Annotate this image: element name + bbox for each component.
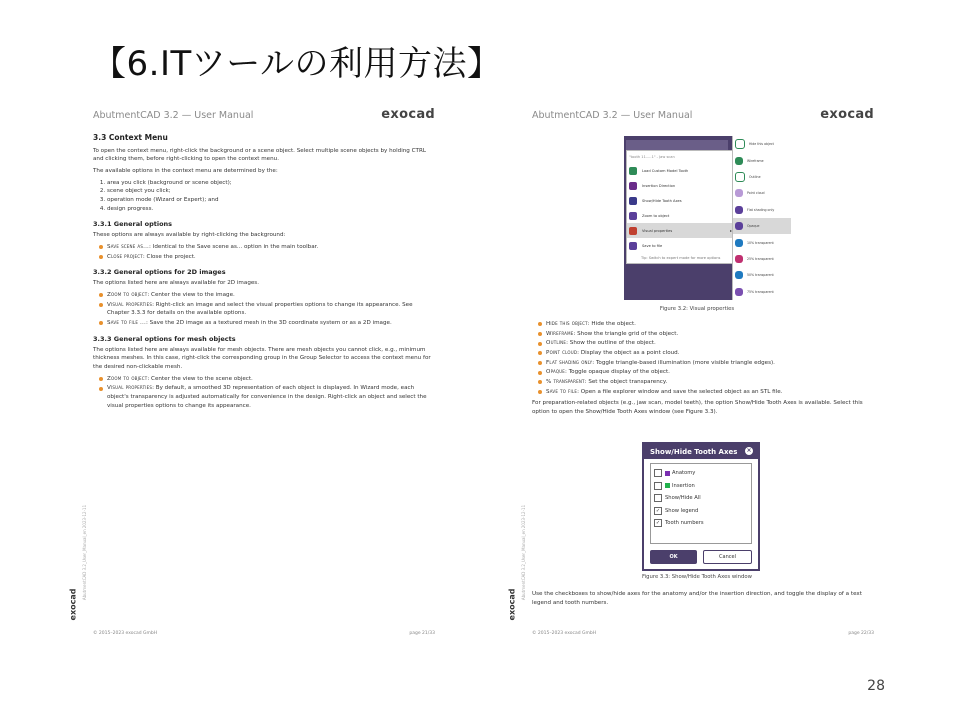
option-desc: : Close the project. [142, 253, 196, 260]
menu-item-show-hide-axes[interactable] [627, 193, 735, 208]
menu-item-label: Save to file [642, 243, 663, 248]
option-desc: : Show the outline of the object. [566, 340, 656, 347]
eye-icon [629, 227, 637, 235]
visual-properties-screenshot [624, 136, 790, 300]
list-item [107, 384, 433, 410]
menu-item-label: Load Custom Model Tooth [642, 168, 689, 173]
menu-item-insertion-direction[interactable] [627, 178, 735, 193]
paragraph: The options listed here are always available for mesh objects. There are mesh objects you cannot click, e.g., minimum thickness meshes. In this case, right-click the corresponding group in the Group Selector to access the context menu for the desired non-clickable mesh. [93, 346, 431, 370]
menu-item-label: Visual properties [642, 228, 673, 233]
footer-copyright: © 2015–2023 exocad GmbH [93, 631, 158, 636]
figure-caption: Figure 3.2: Visual properties [659, 306, 735, 312]
submenu-item-opaque[interactable] [733, 218, 791, 234]
option-desc: : Identical to the Save scene as... option in the main toolbar. [149, 243, 319, 250]
submenu-item-label: Wireframe [747, 158, 764, 163]
option-name: Save scene as... [107, 243, 150, 250]
closing-text [532, 590, 872, 610]
insertion-icon [629, 182, 637, 190]
list-item: 1. area you click (background or scene object); [107, 179, 433, 188]
option-name: Save to file [546, 388, 578, 395]
submenu-item-label: 75% transparent [747, 289, 774, 294]
paragraph: Use the checkboxes to show/hide axes for the anatomy and/or the insertion direction, and toggle the display of a text legend and tooth numbers. [532, 591, 862, 606]
submenu-item-25-transparent[interactable] [733, 251, 791, 267]
insertion-swatch [665, 483, 670, 488]
general-options-list [93, 243, 433, 261]
option-name: Outline [546, 340, 567, 347]
paragraph: The options listed here are always available for 2D images. [93, 280, 259, 287]
menu-hint [627, 253, 735, 262]
cancel-button[interactable]: Cancel [703, 550, 752, 564]
wireframe-icon [735, 157, 743, 165]
list-item [107, 319, 433, 328]
determined-list [93, 179, 433, 214]
submenu-item-outline[interactable] [733, 169, 791, 185]
list-item: 2. scene object you click; [107, 187, 433, 196]
submenu-item-label: Flat shading only [747, 207, 775, 212]
paragraph: The available options in the context menu are determined by the: [93, 167, 278, 174]
header-doc-title: AbutmentCAD 3.2 — User Manual [532, 110, 693, 121]
option-name: Visual properties [107, 385, 153, 392]
option-name: Zoom to object [107, 375, 148, 382]
list-item [107, 253, 433, 262]
side-doc-id: AbutmentCAD 3.2_User_Manual_en 2023-12-11 [521, 504, 527, 601]
list-item [107, 291, 433, 300]
list-item [546, 388, 872, 397]
heading-2d-options: 3.3.2 General options for 2D images [93, 268, 226, 277]
submenu-item-50-transparent[interactable] [733, 267, 791, 283]
header-brand-logo: exocad [820, 107, 874, 122]
dialog-header [644, 444, 758, 459]
submenu-item-flat-shading[interactable] [733, 202, 791, 218]
paragraph: These options are always available by right-clicking the background: [93, 232, 286, 239]
anatomy-swatch [665, 471, 670, 476]
left-manual-page [68, 100, 443, 640]
footer-copyright: © 2015–2023 exocad GmbH [532, 631, 597, 636]
option-label: Tooth numbers [665, 520, 704, 527]
menu-item-save-to-file[interactable] [627, 238, 735, 253]
submenu-item-label: Outline [749, 174, 761, 179]
option-desc: : Display the object as a point cloud. [577, 349, 680, 356]
context-menu [626, 150, 736, 264]
submenu-item-label: 25% transparent [747, 256, 774, 261]
side-margin [68, 490, 88, 621]
option-desc: : By default, a smoothed 3D representation of each object is displayed. In Wizard mode, each object's transparency is adjusted automatically for convenience in the design. Right-click an object and select the visual properties options to change its appearance. [107, 385, 427, 409]
side-margin [507, 490, 527, 621]
ok-button[interactable]: OK [650, 550, 697, 564]
option-desc: : Center the view to the scene object. [147, 375, 253, 382]
menu-item-label: Zoom to object [642, 213, 670, 218]
option-desc: : Show the triangle grid of the object. [573, 330, 679, 337]
paragraph: For preparation-related objects (e.g., jaw scan, model teeth), the option Show/Hide Tooth Axes is available. Select this option to open the Show/Hide Tooth Axes window (see Figure 3.3). [532, 400, 863, 415]
option-label: Show/Hide All [665, 495, 701, 502]
flat-shading-icon [735, 206, 743, 214]
option-row-show-legend[interactable] [651, 505, 751, 518]
submenu-item-hide[interactable] [733, 136, 791, 152]
dialog-title: Show/Hide Tooth Axes [650, 447, 738, 456]
option-row-tooth-numbers[interactable] [651, 517, 751, 530]
option-label: Show legend [665, 507, 699, 514]
transparency-icon [735, 255, 743, 263]
save-icon [629, 242, 637, 250]
page-header [532, 107, 874, 124]
header-brand-logo: exocad [381, 107, 435, 122]
menu-item-visual-properties[interactable] [627, 223, 735, 238]
list-item [546, 349, 872, 358]
list-item [546, 330, 872, 339]
submenu-item-label: Hide this object [749, 142, 774, 147]
menu-item-zoom-to-object[interactable] [627, 208, 735, 223]
option-desc: : Center the view to the image. [147, 291, 235, 298]
dialog-buttons [650, 550, 752, 564]
2d-options-list [93, 291, 433, 328]
option-name: % transparent [546, 378, 585, 385]
transparency-icon [735, 288, 743, 296]
page-footer [532, 631, 874, 636]
option-name: Zoom to object [107, 291, 148, 298]
point-cloud-icon [735, 189, 743, 197]
tooth-icon [629, 167, 637, 175]
visual-properties-submenu [729, 136, 791, 300]
submenu-item-label: 50% transparent [747, 273, 774, 278]
mesh-options-list [93, 375, 433, 411]
option-name: Wireframe [546, 330, 574, 337]
footer-page: page 21/33 [409, 631, 435, 636]
heading-mesh-options: 3.3.3 General options for mesh objects [93, 334, 236, 343]
option-desc: : Right-click an image and select the visual properties options to change its appearance. See Chapter 3.3.3 for details on the available options. [107, 301, 413, 317]
menu-item-label: Show/Hide Tooth Axes [642, 198, 682, 203]
option-desc: : Save the 2D image as a textured mesh in the 3D coordinate system or as a 2D image. [146, 319, 392, 326]
hide-icon [735, 139, 745, 149]
submenu-item-label: Point cloud [747, 191, 765, 196]
option-name: Close project [107, 253, 143, 260]
heading-context-menu: 3.3 Context Menu [93, 133, 168, 142]
submenu-item-label: Opaque [747, 224, 760, 229]
transparency-icon [735, 271, 743, 279]
show-legend-checkbox[interactable]: ✓ [655, 507, 661, 514]
heading-general-options: 3.3.1 General options [93, 220, 173, 229]
context-menu-title-bar [626, 140, 728, 150]
slide-page-number: 28 [867, 678, 885, 694]
option-name: Flat shading only [546, 359, 593, 366]
option-row-insertion[interactable] [651, 480, 751, 493]
submenu-arrow-icon: ▸ [729, 228, 732, 233]
slide-title: 【6.ITツールの利用方法】 [92, 44, 502, 84]
list-item: 3. operation mode (Wizard or Expert); and [107, 196, 433, 205]
transparency-icon [735, 239, 743, 247]
menu-item-load-custom-tooth[interactable] [627, 163, 735, 178]
option-name: Hide this object [546, 321, 588, 327]
list-item [546, 368, 872, 377]
anatomy-checkbox[interactable] [654, 469, 662, 477]
list-item [546, 378, 872, 387]
list-item [546, 339, 872, 348]
list-item [546, 359, 872, 368]
option-desc: : Set the object transparency. [584, 378, 668, 385]
option-name: Opaque [546, 369, 566, 376]
side-brand-logo: exocad [68, 588, 78, 621]
right-manual-page [507, 100, 882, 640]
show-hide-tooth-axes-dialog [642, 442, 760, 571]
submenu-item-label: 10% transparent [747, 240, 774, 245]
option-name: Point cloud [546, 349, 578, 356]
page-footer [93, 631, 435, 636]
option-name: Save to file ... [107, 319, 146, 326]
menu-header-text: "tooth 11.....1" - Jaw scan [629, 155, 675, 159]
option-desc: : Open a file explorer window and save the selected object as an STL file. [577, 388, 783, 395]
axes-icon [629, 197, 637, 205]
submenu-item-75-transparent[interactable] [733, 284, 791, 300]
header-doc-title: AbutmentCAD 3.2 — User Manual [93, 110, 254, 121]
list-item [546, 320, 872, 329]
list-item [107, 375, 433, 384]
context-menu-header [627, 151, 735, 163]
visual-properties-list [532, 320, 872, 396]
close-icon[interactable]: × [746, 447, 752, 454]
show-hide-all-checkbox[interactable] [654, 494, 662, 502]
list-item: 4. design progress. [107, 205, 433, 214]
page-header [93, 107, 435, 124]
dialog-options-box [650, 463, 752, 544]
option-desc: : Toggle triangle-based illumination (more visible triangle edges). [592, 359, 775, 366]
option-name: Visual properties [107, 301, 153, 308]
list-item [107, 301, 433, 318]
side-doc-id: AbutmentCAD 3.2_User_Manual_en 2023-12-11 [82, 504, 88, 601]
option-desc: : Toggle opaque display of the object. [565, 369, 670, 376]
option-label: Anatomy [672, 470, 696, 477]
visual-properties-text [532, 320, 872, 420]
outline-icon [735, 172, 745, 182]
menu-hint-text: Tip: Switch to expert mode for more options [641, 255, 721, 260]
submenu-item-point-cloud[interactable] [733, 185, 791, 201]
insertion-checkbox[interactable] [654, 482, 662, 490]
paragraph: To open the context menu, right-click the background or a scene object. Select multiple scene objects by holding CTRL and clicking them, before right-clicking to open the context menu. [93, 147, 426, 163]
submenu-item-wireframe[interactable] [733, 152, 791, 168]
magnifier-icon [629, 212, 637, 220]
option-row-show-hide-all[interactable] [651, 492, 751, 505]
menu-item-label: Insertion Direction [642, 183, 676, 188]
option-desc: : Hide the object. [587, 321, 636, 327]
submenu-item-10-transparent[interactable] [733, 234, 791, 250]
option-row-anatomy[interactable] [651, 467, 751, 480]
footer-page: page 22/33 [848, 631, 874, 636]
page-body [93, 132, 433, 413]
figure-caption: Figure 3.3: Show/Hide Tooth Axes window [642, 574, 752, 580]
list-item [107, 243, 433, 252]
side-brand-logo: exocad [507, 588, 517, 621]
tooth-numbers-checkbox[interactable]: ✓ [655, 520, 661, 527]
opaque-icon [735, 222, 743, 230]
option-label: Insertion [672, 482, 695, 489]
